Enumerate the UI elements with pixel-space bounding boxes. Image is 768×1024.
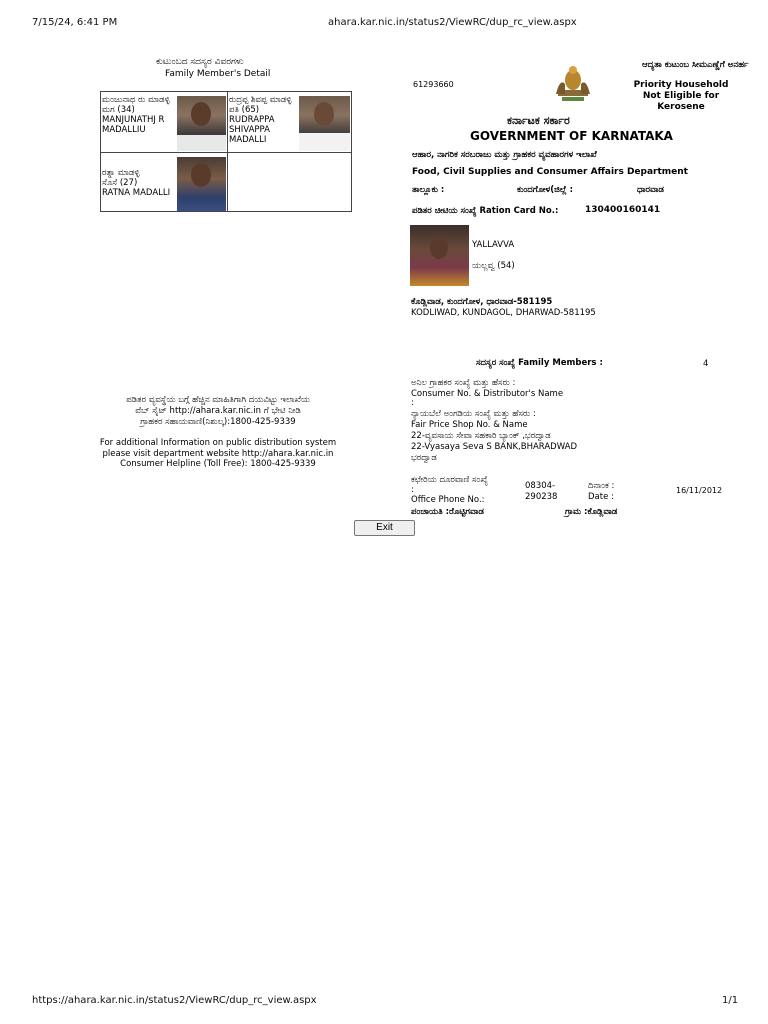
info-kn-3: ಗ್ರಾಹಕರ ಸಹಾಯವಾಣಿ(ನಿಶುಲ್ಕ):1800-425-9339 — [140, 417, 296, 427]
ration-card-label: ಪಡಿತರ ಚೀಟಿಯ ಸಂಖ್ಯೆ Ration Card No.: — [412, 206, 559, 216]
karnataka-emblem-icon — [552, 64, 594, 104]
village: ಗ್ರಾಮ :ಕೊಡ್ಲಿವಾಡ — [565, 507, 618, 517]
member-2-name-en: RUDRAPPA SHIVAPPA MADALLI — [229, 115, 275, 145]
info-en-1: For additional Information on public distribution system — [99, 438, 337, 448]
exit-button[interactable]: Exit — [354, 520, 415, 536]
member-1-name-kn: ಮಂಜುನಾಥ ರು ಮಾಡಳ್ಳಿ — [102, 95, 170, 105]
member-2-relation: ಪತಿ (65) — [229, 105, 260, 115]
member-3-relation: ಸೊಸೆ (27) — [102, 178, 138, 188]
member-1-relation: ಮಗ (34) — [102, 105, 135, 115]
category-en-1: Priority Household — [633, 80, 729, 90]
print-url: ahara.kar.nic.in/status2/ViewRC/dup_rc_view.aspx — [328, 17, 577, 28]
office-phone-label-en: Office Phone No.: — [411, 495, 485, 505]
head-of-family-photo — [410, 225, 469, 286]
consumer-colon: : — [411, 398, 414, 408]
info-kn-1: ಪಡಿತರ ವ್ಯವಸ್ಥೆಯ ಬಗ್ಗೆ ಹೆಚ್ಚಿನ ಮಾಹಿತಿಗಾಗಿ ದಯವಿಟ್ಟು ಇಲಾಖೆಯ — [126, 395, 310, 405]
category-kn: ಆದ್ಯತಾ ಕುಟುಂಬ ಸೀಮಎಣ್ಣೆಗೆ ಅನರ್ಹ — [642, 60, 749, 70]
info-kn-2: ವೆಬ್ ಸೈಟ್ http://ahara.kar.nic.in ಗೆ ಭೇಟಿ ನೀಡಿ — [135, 406, 301, 416]
member-2-photo — [299, 96, 350, 151]
shop-value-en: 22-Vyasaya Seva S BANK,BHARADWAD — [411, 442, 577, 452]
taluk-label: ತಾಲ್ಲೂಕು : — [412, 185, 445, 195]
shop-value-kn-2: ಭರದ್ವಾಡ — [411, 453, 437, 463]
ration-card-number: 130400160141 — [585, 205, 661, 215]
govt-en: GOVERNMENT OF KARNATAKA — [470, 129, 673, 143]
shop-label-en: Fair Price Shop No. & Name — [411, 420, 528, 430]
info-en-2: please visit department website http://ahara.kar.nic.in — [102, 449, 334, 459]
govt-kn: ಕರ್ನಾಟಕ ಸರ್ಕಾರ — [507, 114, 570, 127]
category-en-2: Not Eligible for — [642, 91, 720, 101]
family-member-2 — [229, 95, 299, 152]
consumer-label-kn: ಅನಿಲ ಗ್ರಾಹಕರ ಸಂಖ್ಯೆ ಮತ್ತು ಹೆಸರು : — [411, 378, 516, 388]
footer-page: 1/1 — [722, 995, 739, 1006]
consumer-label-en: Consumer No. & Distributor's Name — [411, 389, 564, 399]
shop-label-kn: ನ್ಯಾಯಬೆಲೆ ಅಂಗಡಿಯ ಸಂಖ್ಯೆ ಮತ್ತು ಹೆಸರು : — [411, 409, 536, 419]
family-detail-title-en: Family Member's Detail — [165, 69, 271, 79]
date-value: 16/11/2012 — [676, 486, 723, 495]
address-en: KODLIWAD, KUNDAGOL, DHARWAD-581195 — [411, 308, 596, 318]
family-member-1 — [102, 95, 176, 152]
taluk-value: ಕುಂದಗೋಳ(ಜಿಲ್ಲೆ : — [517, 185, 574, 195]
dept-kn: ಆಹಾರ, ನಾಗರಿಕ ಸರಬರಾಜು ಮತ್ತು ಗ್ರಾಹಕರ ವ್ಯವಹಾರಗಳ ಇಲಾಖೆ — [412, 150, 597, 160]
member-1-name-en: MANJUNATHJ R MADALLIU — [102, 115, 165, 135]
date-label-en: Date : — [588, 492, 614, 502]
district-value: ಧಾರವಾಡ — [637, 185, 664, 195]
member-2-name-kn: ರುದ್ರಪ್ಪ ಶಿವಪ್ಪ ಮಾಡಳ್ಳಿ — [229, 95, 292, 105]
member-3-name-kn: ರತ್ನಾ ಮಾಡಳ್ಳಿ — [102, 168, 140, 178]
office-phone-colon: : — [411, 485, 414, 495]
date-label-kn: ದಿನಾಂಕ : — [588, 481, 615, 491]
family-detail-title-kn: ಕುಟುಂಬದ ಸದಸ್ಯರ ವಿವರಗಳು — [156, 57, 244, 67]
category-en-3: Kerosene — [657, 102, 705, 112]
info-en-3: Consumer Helpline (Toll Free): 1800-425-9339 — [120, 459, 316, 469]
panchayat: ಪಂಚಾಯತಿ :ರೊಟ್ಟಿಗವಾಡ — [411, 507, 484, 517]
office-phone-label-kn: ಕಛೇರಿಯ ದೂರವಾಣಿ ಸಂಖ್ಯೆ — [411, 475, 489, 485]
family-members-table — [100, 91, 352, 212]
office-phone-2: 290238 — [525, 492, 558, 502]
dept-en: Food, Civil Supplies and Consumer Affairs Department — [412, 167, 688, 177]
head-name-en: YALLAVVA — [472, 240, 515, 250]
family-members-label: ಸದಸ್ಯರ ಸಂಖ್ಯೆ Family Members : — [476, 358, 603, 368]
office-phone-1: 08304- — [525, 481, 556, 491]
family-members-count: 4 — [703, 359, 709, 369]
family-member-3 — [102, 168, 176, 212]
address-kn: ಕೊಡ್ಲಿವಾಡ, ಕುಂದಗೋಳ, ಧಾರವಾಡ-581195 — [411, 297, 553, 307]
card-code: 61293660 — [413, 80, 454, 89]
footer-url: https://ahara.kar.nic.in/status2/ViewRC/dup_rc_view.aspx — [32, 995, 317, 1006]
member-1-photo — [177, 96, 226, 151]
head-name-kn: ಯಲ್ಲವ್ವ (54) — [472, 261, 515, 271]
print-datetime: 7/15/24, 6:41 PM — [32, 17, 118, 28]
member-3-photo — [177, 157, 226, 211]
member-3-name-en: RATNA MADALLI — [102, 188, 171, 198]
shop-value-kn: 22-ವ್ಯವಸಾಯ ಸೇವಾ ಸಹಕಾರಿ ಬ್ಯಾಂಕ್ ,ಭರದ್ವಾಡ — [411, 431, 551, 441]
